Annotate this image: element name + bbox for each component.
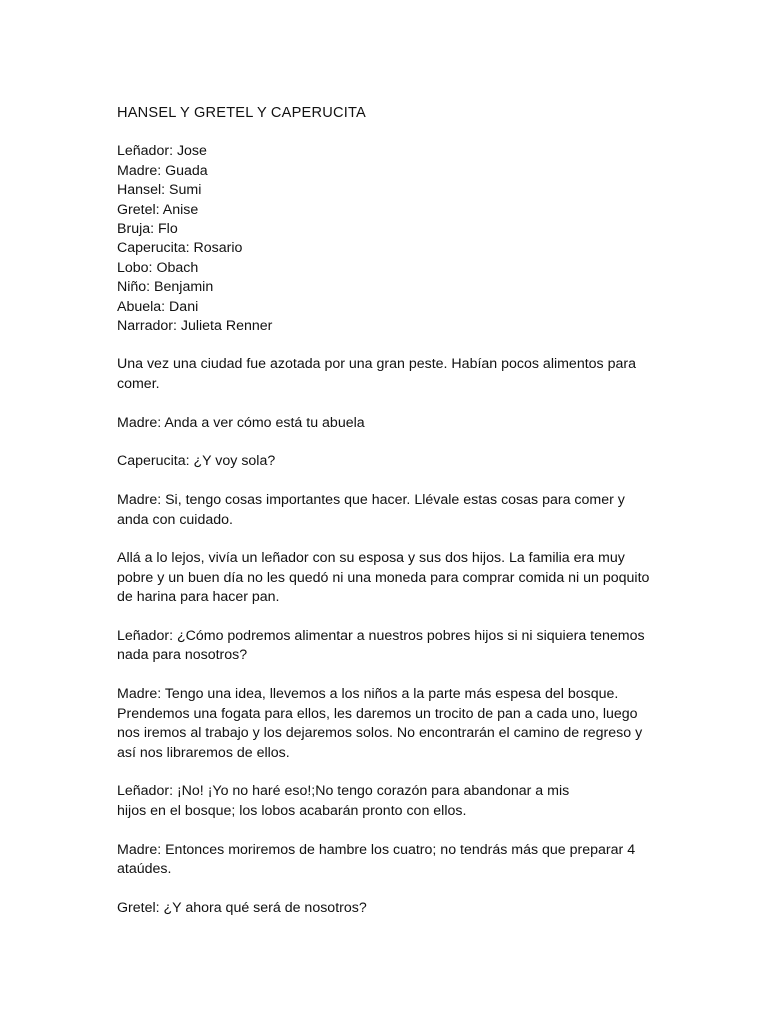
dialogue-paragraph: Madre: Anda a ver cómo está tu abuela xyxy=(117,414,365,431)
dialogue-paragraph: Madre: Entonces moriremos de hambre los cuatro; no tendrás más que preparar 4 ataúdes. xyxy=(117,841,636,877)
cast-list xyxy=(117,142,657,336)
document-title: HANSEL Y GRETEL Y CAPERUCITA xyxy=(117,105,366,121)
dialogue-paragraph: Gretel: ¿Y ahora qué será de nosotros? xyxy=(117,899,367,916)
cast-item: Bruja: Flo xyxy=(117,221,178,238)
dialogue-paragraph: Caperucita: ¿Y voy sola? xyxy=(117,453,276,470)
cast-item: Madre: Guada xyxy=(117,162,208,179)
cast-item: Hansel: Sumi xyxy=(117,182,202,199)
document-page xyxy=(117,104,657,938)
narration-paragraph: Allá a lo lejos, vivía un leñador con su esposa y sus dos hijos. La familia era muy pobre y un buen día no les quedó ni una moneda para comprar comida ni un poquito de harina para hacer pan. xyxy=(117,550,650,606)
cast-item: Gretel: Anise xyxy=(117,201,199,218)
dialogue-paragraph: Leñador: ¡No! ¡Yo no haré eso!;No tengo corazón para abandonar a mis hijos en el bosque; los lobos acabarán pronto con ellos. xyxy=(117,783,570,819)
cast-item: Lobo: Obach xyxy=(117,259,199,276)
dialogue-paragraph: Madre: Tengo una idea, llevemos a los niños a la parte más espesa del bosque. Prendemos una fogata para ellos, les daremos un trocito de pan a cada uno, luego nos iremos al trabajo y los dejaremos solos. No encontrarán el camino de regreso y así nos libraremos de ellos. xyxy=(117,686,643,761)
cast-item: Caperucita: Rosario xyxy=(117,240,243,257)
dialogue-paragraph: Leñador: ¿Cómo podremos alimentar a nuestros pobres hijos si ni siquiera tenemos nada para nosotros? xyxy=(117,628,645,664)
cast-item: Leñador: Jose xyxy=(117,143,207,160)
cast-item: Narrador: Julieta Renner xyxy=(117,318,273,335)
cast-item: Niño: Benjamin xyxy=(117,279,214,296)
narration-paragraph: Una vez una ciudad fue azotada por una gran peste. Habían pocos alimentos para comer. xyxy=(117,356,636,392)
cast-item: Abuela: Dani xyxy=(117,298,199,315)
dialogue-paragraph: Madre: Si, tengo cosas importantes que hacer. Llévale estas cosas para comer y anda con cuidado. xyxy=(117,492,625,528)
